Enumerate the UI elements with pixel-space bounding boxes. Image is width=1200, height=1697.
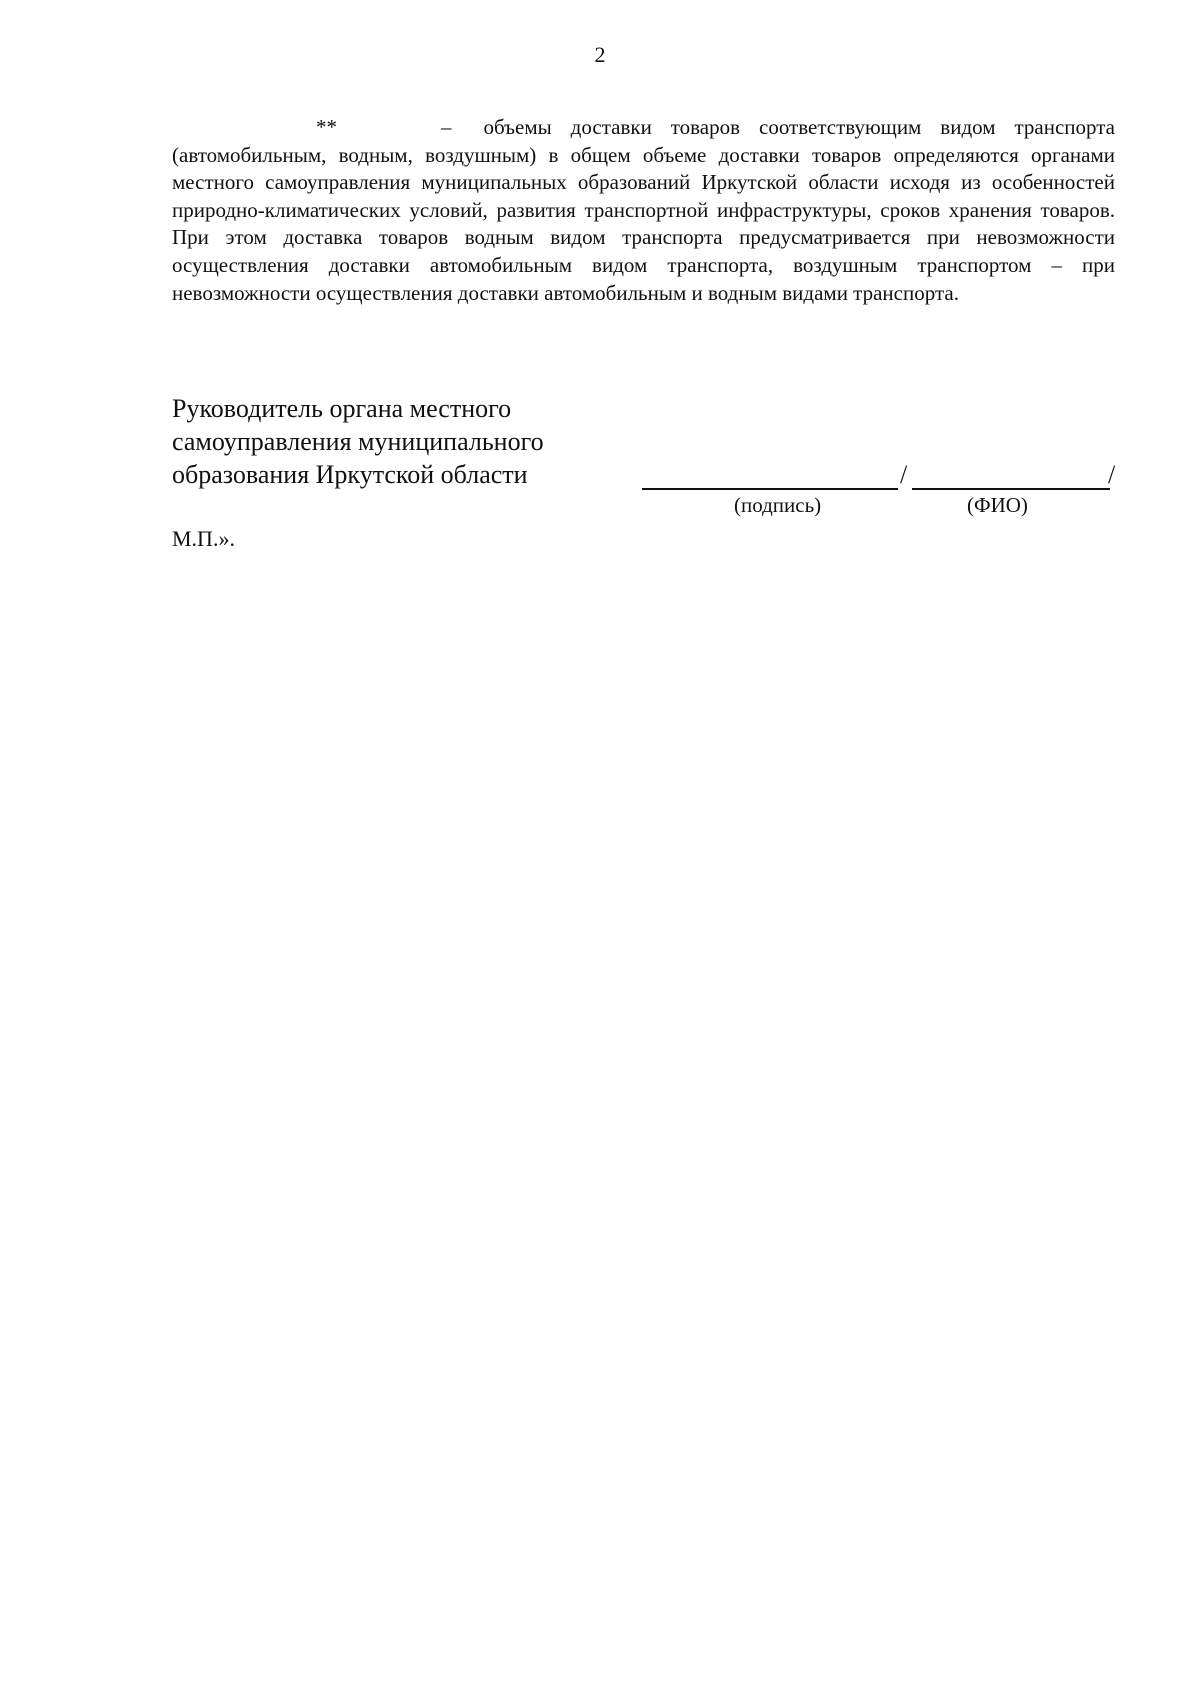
stamp-label: М.П.».	[172, 526, 235, 551]
signature-caption: (подпись)	[734, 493, 822, 517]
footnote-text: объемы доставки товаров соответствующим видом транспорта (автомобильным, водным, воздушным) в общем объеме доставки товаров определяются органами местного самоуправления муниципальных образований Иркутской области исходя из особенностей природно-климатических условий, развития транспортной инфраструктуры, сроков хранения товаров. При этом доставка товаров водным видом транспорта предусматривается при невозможности осуществления доставки автомобильным видом транспорта, воздушным транспортом – при невозможности осуществления доставки автомобильным и водным видами транспорта.	[172, 115, 1115, 305]
fio-end-slash: /	[1108, 460, 1116, 489]
fio-caption: (ФИО)	[967, 493, 1028, 517]
footnote-dash: –	[441, 115, 452, 139]
signatory-title	[172, 392, 632, 491]
signatory-line-3: образования Иркутской области	[172, 460, 528, 489]
signatory-line-2: самоуправления муниципального	[172, 427, 544, 456]
signatory-line-1: Руководитель органа местного	[172, 394, 512, 423]
page-number: 2	[594, 42, 606, 67]
signature-separator-slash: /	[900, 460, 908, 489]
footnote-marker: **	[316, 115, 337, 139]
signature-line	[642, 488, 898, 490]
fio-line	[912, 488, 1110, 490]
footnote-paragraph	[172, 114, 1115, 307]
